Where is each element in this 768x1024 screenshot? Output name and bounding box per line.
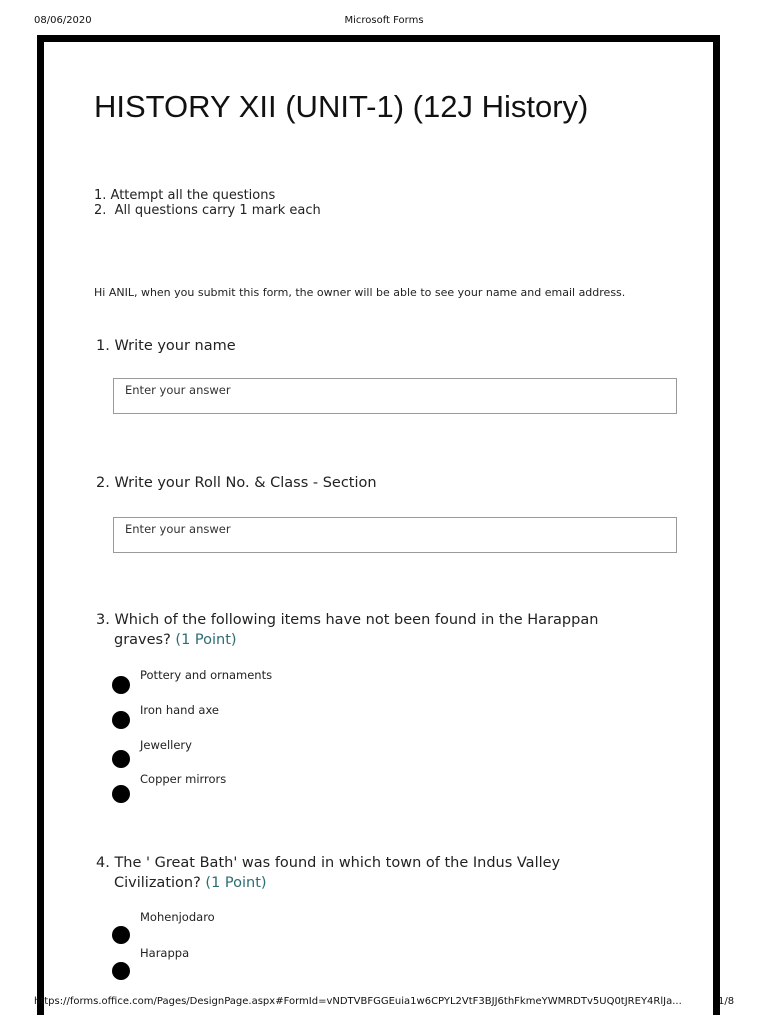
option-label: Harappa [140,946,190,960]
option-label: Jewellery [140,738,192,752]
description-line: 2. All questions carry 1 mark each [94,203,321,218]
identity-notice: Hi ANIL, when you submit this form, the owner will be able to see your name and email address. [94,286,626,299]
question-number: 2. [96,475,110,491]
question-points: (1 Point) [205,875,267,891]
option-label: Pottery and ornaments [140,668,273,682]
question-1-title [96,336,236,356]
question-text-line2 [96,630,598,650]
question-text: The ' Great Bath' was found in which town of the Indus Valley [114,855,561,871]
question-1-answer-box[interactable] [113,378,677,414]
question-number: 4. [96,855,110,871]
print-date: 08/06/2020 [34,15,92,26]
question-2-answer-box[interactable] [113,517,677,553]
radio-button-iron-axe[interactable] [112,711,130,729]
question-text: Write your Roll No. & Class - Section [114,475,377,491]
name-input[interactable] [114,380,676,414]
print-page-number: 1/8 [718,996,735,1007]
radio-button-pottery[interactable] [112,676,130,694]
question-number: 3. [96,612,110,628]
option-label: Copper mirrors [140,772,227,786]
radio-button-jewellery[interactable] [112,750,130,768]
question-text-cont: graves? [114,632,171,648]
question-text-line2 [96,873,560,893]
question-text: Which of the following items have not been found in the Harappan [114,612,599,628]
option-label: Mohenjodaro [140,910,215,924]
radio-button-copper-mirrors[interactable] [112,785,130,803]
question-3-title [96,610,598,650]
form-description [94,188,321,218]
option-label: Iron hand axe [140,703,220,717]
radio-button-harappa[interactable] [112,962,130,980]
print-url: https://forms.office.com/Pages/DesignPage.aspx#FormId=vNDTVBFGGEuia1w6CPYL2VtF3BJJ6thFkmeYWMRDTv5UQ0tJREY4RlJa... [34,996,682,1007]
radio-button-mohenjodaro[interactable] [112,926,130,944]
question-text: Write your name [114,338,236,354]
question-4-title [96,853,560,893]
question-2-title [96,473,377,493]
question-points: (1 Point) [175,632,237,648]
question-text-cont: Civilization? [114,875,201,891]
print-title: Microsoft Forms [344,15,424,26]
roll-class-input[interactable] [114,519,676,553]
form-title: HISTORY XII (UNIT-1) (12J History) [94,89,589,124]
question-number: 1. [96,338,110,354]
description-line: 1. Attempt all the questions [94,188,276,203]
